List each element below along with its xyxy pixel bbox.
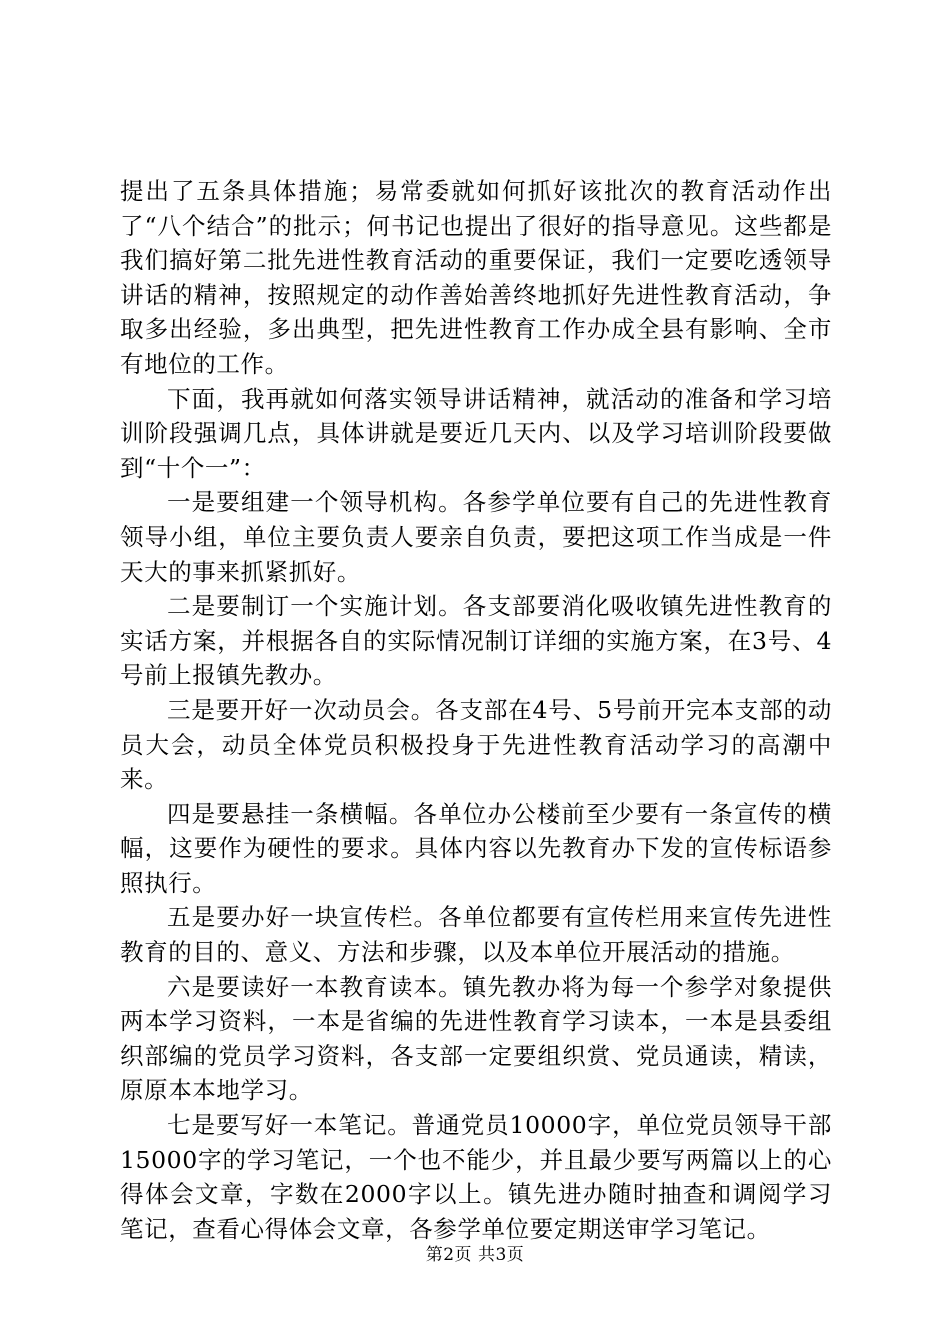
document-body: [120, 174, 832, 1246]
paragraph-3: 一是要组建一个领导机构。各参学单位要有自己的先进性教育领导小组，单位主要负责人要亲自负责，要把这项工作当成是一件天大的事来抓紧抓好。: [120, 488, 832, 586]
page-footer: [0, 1244, 950, 1266]
paragraph-7: 五是要办好一块宣传栏。各单位都要有宣传栏用来宣传先进性教育的目的、意义、方法和步骤，以及本单位开展活动的措施。: [120, 903, 832, 967]
paragraph-6: 四是要悬挂一条横幅。各单位办公楼前至少要有一条宣传的横幅，这要作为硬性的要求。具体内容以先教育办下发的宣传标语参照执行。: [120, 799, 832, 897]
paragraph-9: 七是要写好一本笔记。普通党员10000字，单位党员领导干部15000字的学习笔记，一个也不能少，并且最少要写两篇以上的心得体会文章，字数在2000字以上。镇先进办随时抽查和调阅学习笔记，查看心得体会文章，各参学单位要定期送审学习笔记。: [120, 1111, 832, 1243]
paragraph-2: 下面，我再就如何落实领导讲话精神，就活动的准备和学习培训阶段强调几点，具体讲就是要近几天内、以及学习培训阶段要做到“十个一”：: [120, 384, 832, 482]
page-number-label: 第2页 共3页: [425, 1245, 525, 1265]
paragraph-5: 三是要开好一次动员会。各支部在4号、5号前开完本支部的动员大会，动员全体党员积极投身于先进性教育活动学习的高潮中来。: [120, 695, 832, 794]
paragraph-8: 六是要读好一本教育读本。镇先教办将为每一个参学对象提供两本学习资料，一本是省编的先进性教育学习读本，一本是县委组织部编的党员学习资料，各支部一定要组织赏、党员通读，精读，原原本本地学习。: [120, 972, 832, 1105]
paragraph-1: 提出了五条具体措施；易常委就如何抓好该批次的教育活动作出了“八个结合”的批示；何书记也提出了很好的指导意见。这些都是我们搞好第二批先进性教育活动的重要保证，我们一定要吃透领导讲话的精神，按照规定的动作善始善终地抓好先进性教育活动，争取多出经验，多出典型，把先进性教育工作办成全县有影响、全市有地位的工作。: [120, 177, 832, 378]
paragraph-4: 二是要制订一个实施计划。各支部要消化吸收镇先进性教育的实话方案，并根据各自的实际情况制订详细的实施方案，在3号、4号前上报镇先教办。: [120, 592, 832, 690]
